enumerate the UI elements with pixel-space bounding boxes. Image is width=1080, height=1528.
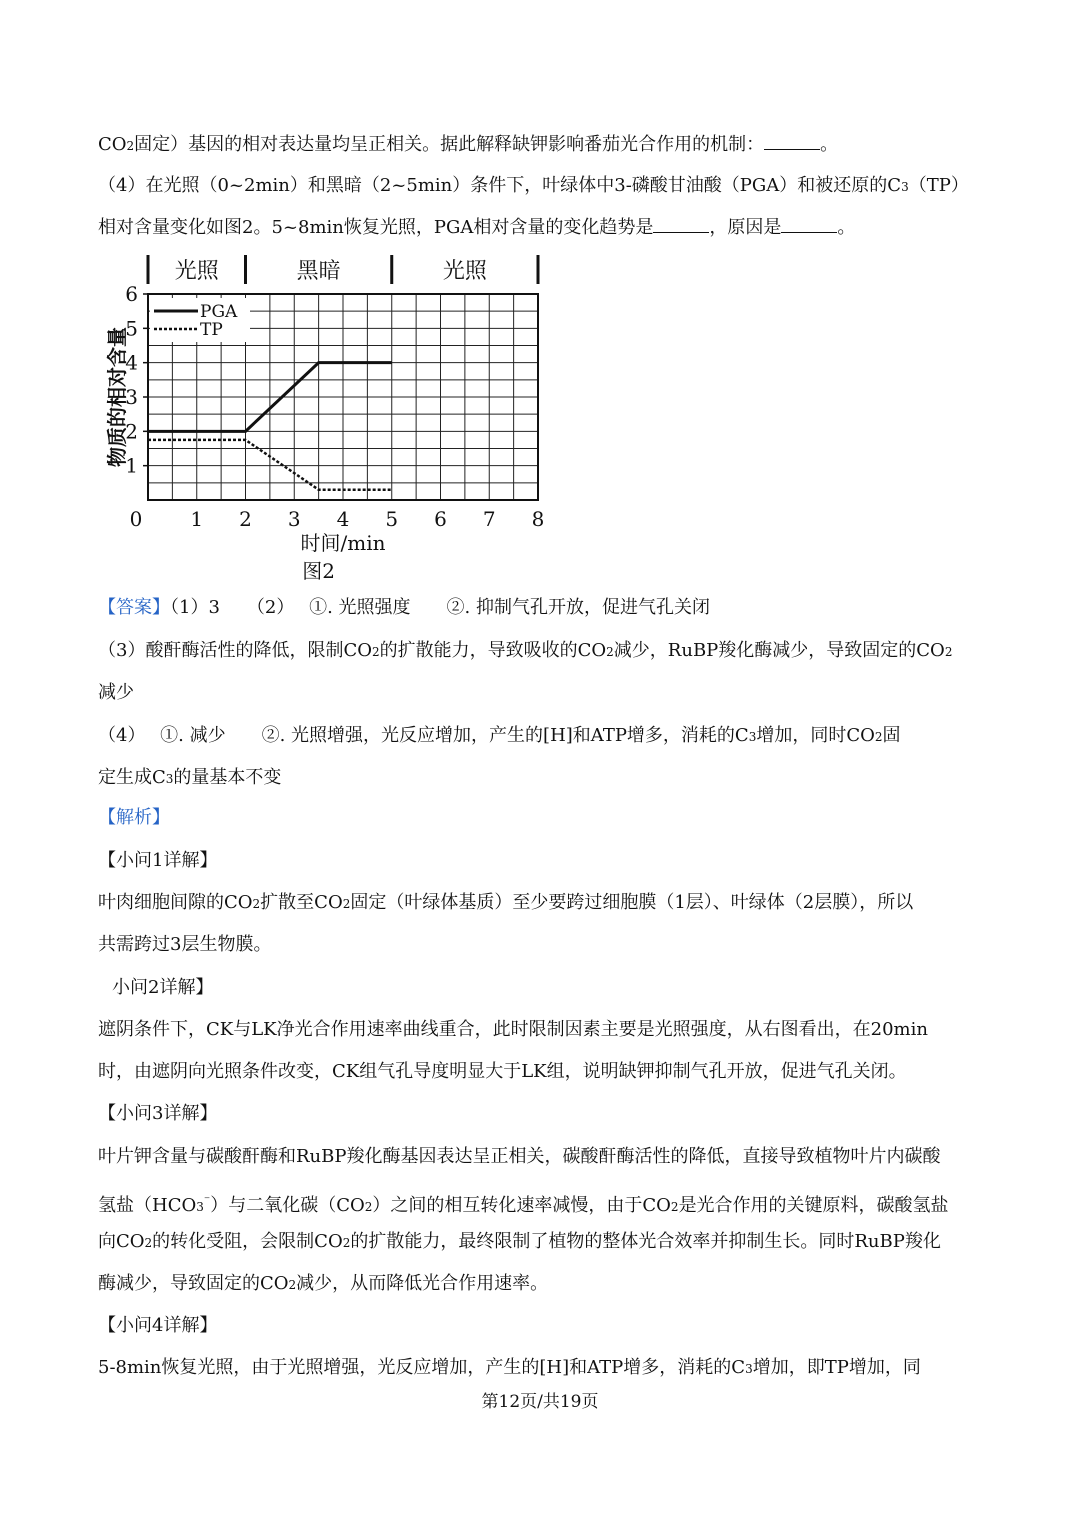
q4-heading: 【小问4详解】	[98, 1315, 218, 1336]
answer-line-4b: 定生成C3的量基本不变	[98, 767, 282, 788]
x-tick-label: 6	[434, 507, 447, 531]
q1-line-1: 叶肉细胞间隙的CO2扩散至CO2固定（叶绿体基质）至少要跨过细胞膜（1层）、叶绿体（2层膜），所以	[98, 892, 914, 913]
question-line-1: CO2固定）基因的相对表达量均呈正相关。据此解释缺钾影响番茄光合作用的机制： 。	[98, 134, 839, 155]
legend-label-tp: TP	[200, 320, 223, 340]
answer-line-3b: 减少	[98, 682, 134, 703]
x-axis-label: 时间/min	[300, 531, 386, 555]
x-tick-label: 8	[531, 507, 545, 531]
x-tick-label: 0	[129, 507, 143, 531]
q4-line-1: 5-8min恢复光照，由于光照增强，光反应增加，产生的[H]和ATP增多，消耗的C3增加，即TP增加，同	[98, 1357, 921, 1378]
q2-line-2: 时，由遮阴向光照条件改变，CK组气孔导度明显大于LK组，说明缺钾抑制气孔开放，促进气孔关闭。	[98, 1061, 907, 1082]
answer-tag: 【答案】	[98, 597, 170, 618]
q3-line-2: 氢盐（HCO3⁻）与二氧化碳（CO2）之间的相互转化速率减慢，由于CO2是光合作用的关键原料，碳酸氢盐	[98, 1193, 949, 1216]
question-line-3: 相对含量变化如图2。5~8min恢复光照，PGA相对含量的变化趋势是 ，原因是 。	[98, 217, 856, 238]
phase-label: 光照	[442, 259, 487, 284]
y-tick-label: 1	[125, 453, 138, 478]
q3-line-3: 向CO2的转化受阻，会限制CO2的扩散能力，最终限制了植物的整体光合效率并抑制生长。同时RuBP羧化	[98, 1231, 941, 1252]
q3-line-1: 叶片钾含量与碳酸酐酶和RuBP羧化酶基因表达呈正相关，碳酸酐酶活性的降低，直接导致植物叶片内碳酸	[98, 1146, 941, 1167]
answer-line-3: （3）酸酐酶活性的降低，限制CO2的扩散能力，导致吸收的CO2减少，RuBP羧化酶减少，导致固定的CO2	[98, 640, 953, 661]
y-tick-label: 2	[125, 419, 138, 444]
q3-heading: 【小问3详解】	[98, 1103, 218, 1124]
figure-caption: 图2	[302, 559, 335, 580]
q1-line-2: 共需跨过3层生物膜。	[98, 934, 272, 955]
q2-heading: 小问2详解】	[112, 977, 214, 998]
x-tick-label: 5	[385, 507, 399, 531]
x-tick-label: 2	[239, 507, 252, 531]
x-tick-label: 3	[287, 507, 301, 531]
phase-label: 黑暗	[296, 259, 341, 284]
chart-legend	[150, 298, 250, 342]
answer-blank	[781, 216, 837, 233]
question-line-2: （4）在光照（0~2min）和黑暗（2~5min）条件下，叶绿体中3-磷酸甘油酸（PGA）和被还原的C3（TP）	[98, 175, 969, 196]
q2-line-1: 遮阴条件下，CK与LK净光合作用速率曲线重合，此时限制因素主要是光照强度，从右图看出，在20min	[98, 1019, 928, 1040]
x-tick-label: 7	[482, 507, 496, 531]
answer-blank	[653, 216, 709, 233]
figure-2-chart	[100, 250, 560, 580]
phase-header	[148, 255, 538, 284]
answer-blank	[764, 133, 820, 150]
page-footer: 第12页/共19页	[481, 1392, 599, 1412]
q1-heading: 【小问1详解】	[98, 850, 218, 871]
answer-line-4: （4） ①. 减少 ②. 光照增强，光反应增加，产生的[H]和ATP增多，消耗的C3增加，同时CO2固	[98, 725, 901, 746]
y-tick-label: 6	[125, 282, 138, 306]
analysis-tag: 【解析】	[98, 807, 170, 828]
x-tick-label: 1	[190, 507, 204, 531]
y-tick-label: 5	[125, 316, 138, 341]
answer-line-1: 【答案】（1）3 （2） ①. 光照强度 ②. 抑制气孔开放，促进气孔关闭	[98, 597, 710, 618]
y-axis-label: 物质的相对含量	[105, 327, 129, 467]
y-tick-label: 4	[125, 350, 138, 375]
x-tick-label: 4	[336, 507, 350, 531]
y-tick-label: 3	[125, 385, 138, 409]
phase-label: 光照	[174, 259, 219, 284]
legend-label-pga: PGA	[200, 302, 238, 322]
q3-line-4: 酶减少，导致固定的CO2减少，从而降低光合作用速率。	[98, 1273, 549, 1294]
